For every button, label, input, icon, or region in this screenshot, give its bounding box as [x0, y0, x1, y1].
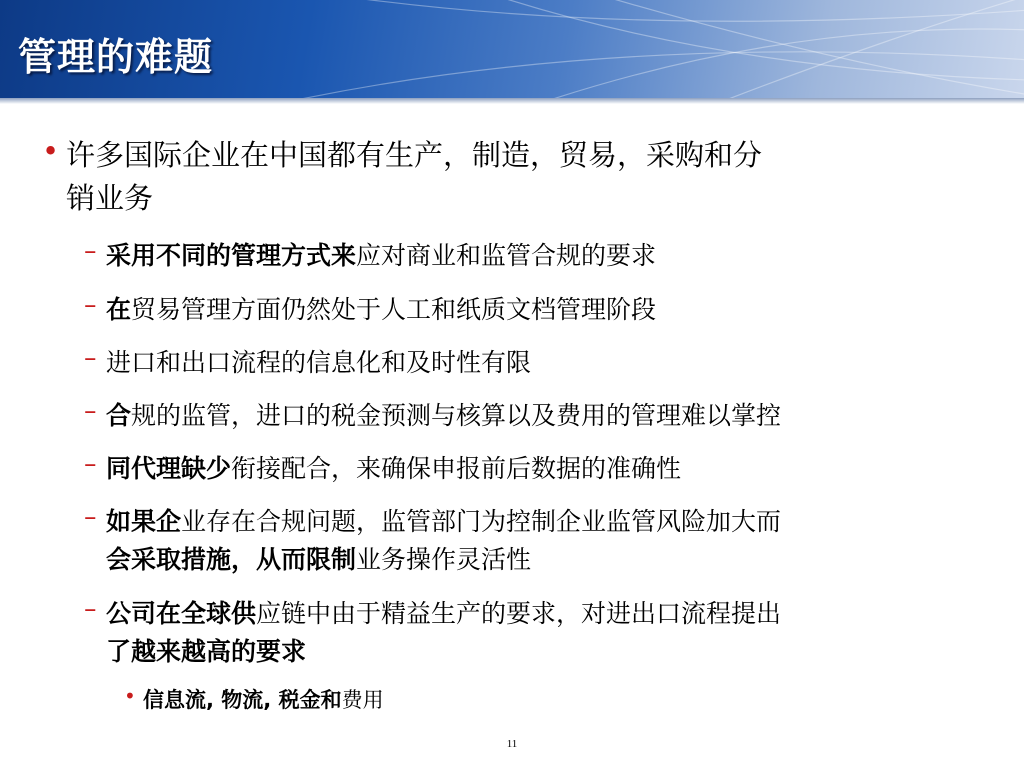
- dash-icon: –: [84, 396, 97, 425]
- sub-bullet-3-text: 进口和出口流程的信息化和及时性有限: [106, 348, 532, 377]
- third-level-bullet: [143, 684, 384, 714]
- sub-bullet-7-bold: 公司在全球供: [106, 599, 257, 628]
- third-level-bold: 信息流, 物流, 税金和: [143, 688, 342, 712]
- sub-bullet-7: [106, 594, 781, 630]
- page-title: 管理的难题: [18, 35, 214, 79]
- dash-icon: –: [84, 236, 97, 265]
- sub-bullet-7-cont-bold: 了越来越高的要求: [106, 637, 307, 666]
- sub-bullet-1-bold: 采用不同的管理方式来: [106, 241, 357, 270]
- sub-bullet-5-bold: 同代理缺少: [106, 454, 232, 483]
- sub-bullet-6-cont-bold: 会采取措施，从而限制: [106, 545, 357, 574]
- sub-bullet-1: [106, 236, 656, 272]
- bullet-icon: •: [42, 134, 60, 168]
- sub-bullet-2: [106, 290, 656, 326]
- sub-bullet-6-bold: 如果企: [106, 507, 182, 536]
- dash-icon: –: [84, 290, 97, 319]
- dash-icon: –: [84, 594, 97, 623]
- dash-icon: –: [84, 449, 97, 478]
- sub-bullet-5: [106, 449, 681, 485]
- main-bullet-line-2: 销业务: [66, 181, 154, 215]
- sub-bullet-7-continued: [106, 632, 306, 668]
- bullet-icon: •: [124, 684, 136, 708]
- sub-bullet-6-continued: [106, 540, 531, 576]
- sub-bullet-7-text: 应链中由于精益生产的要求，对进出口流程提出: [256, 599, 782, 628]
- sub-bullet-4-bold: 合: [106, 401, 132, 430]
- sub-bullet-4: [106, 396, 781, 432]
- dash-icon: –: [84, 502, 97, 531]
- sub-bullet-6-cont-text: 业务操作灵活性: [356, 545, 532, 574]
- sub-bullet-3: [106, 343, 531, 379]
- header-banner: [0, 0, 1024, 98]
- page-number: 11: [506, 738, 518, 750]
- sub-bullet-4-text: 规的监管，进口的税金预测与核算以及费用的管理难以掌控: [131, 401, 782, 430]
- header-shadow: [0, 98, 1024, 104]
- main-bullet-line-1: 许多国际企业在中国都有生产，制造，贸易，采购和分: [66, 138, 763, 172]
- third-level-text: 费用: [341, 688, 384, 712]
- sub-bullet-6: [106, 502, 781, 538]
- sub-bullet-2-bold: 在: [106, 295, 132, 324]
- sub-bullet-6-text: 业存在合规问题，监管部门为控制企业监管风险加大而: [181, 507, 782, 536]
- dash-icon: –: [84, 343, 97, 372]
- sub-bullet-2-text: 贸易管理方面仍然处于人工和纸质文档管理阶段: [131, 295, 657, 324]
- sub-bullet-5-text: 衔接配合，来确保申报前后数据的准确性: [231, 454, 682, 483]
- sub-bullet-1-text: 应对商业和监管合规的要求: [356, 241, 657, 270]
